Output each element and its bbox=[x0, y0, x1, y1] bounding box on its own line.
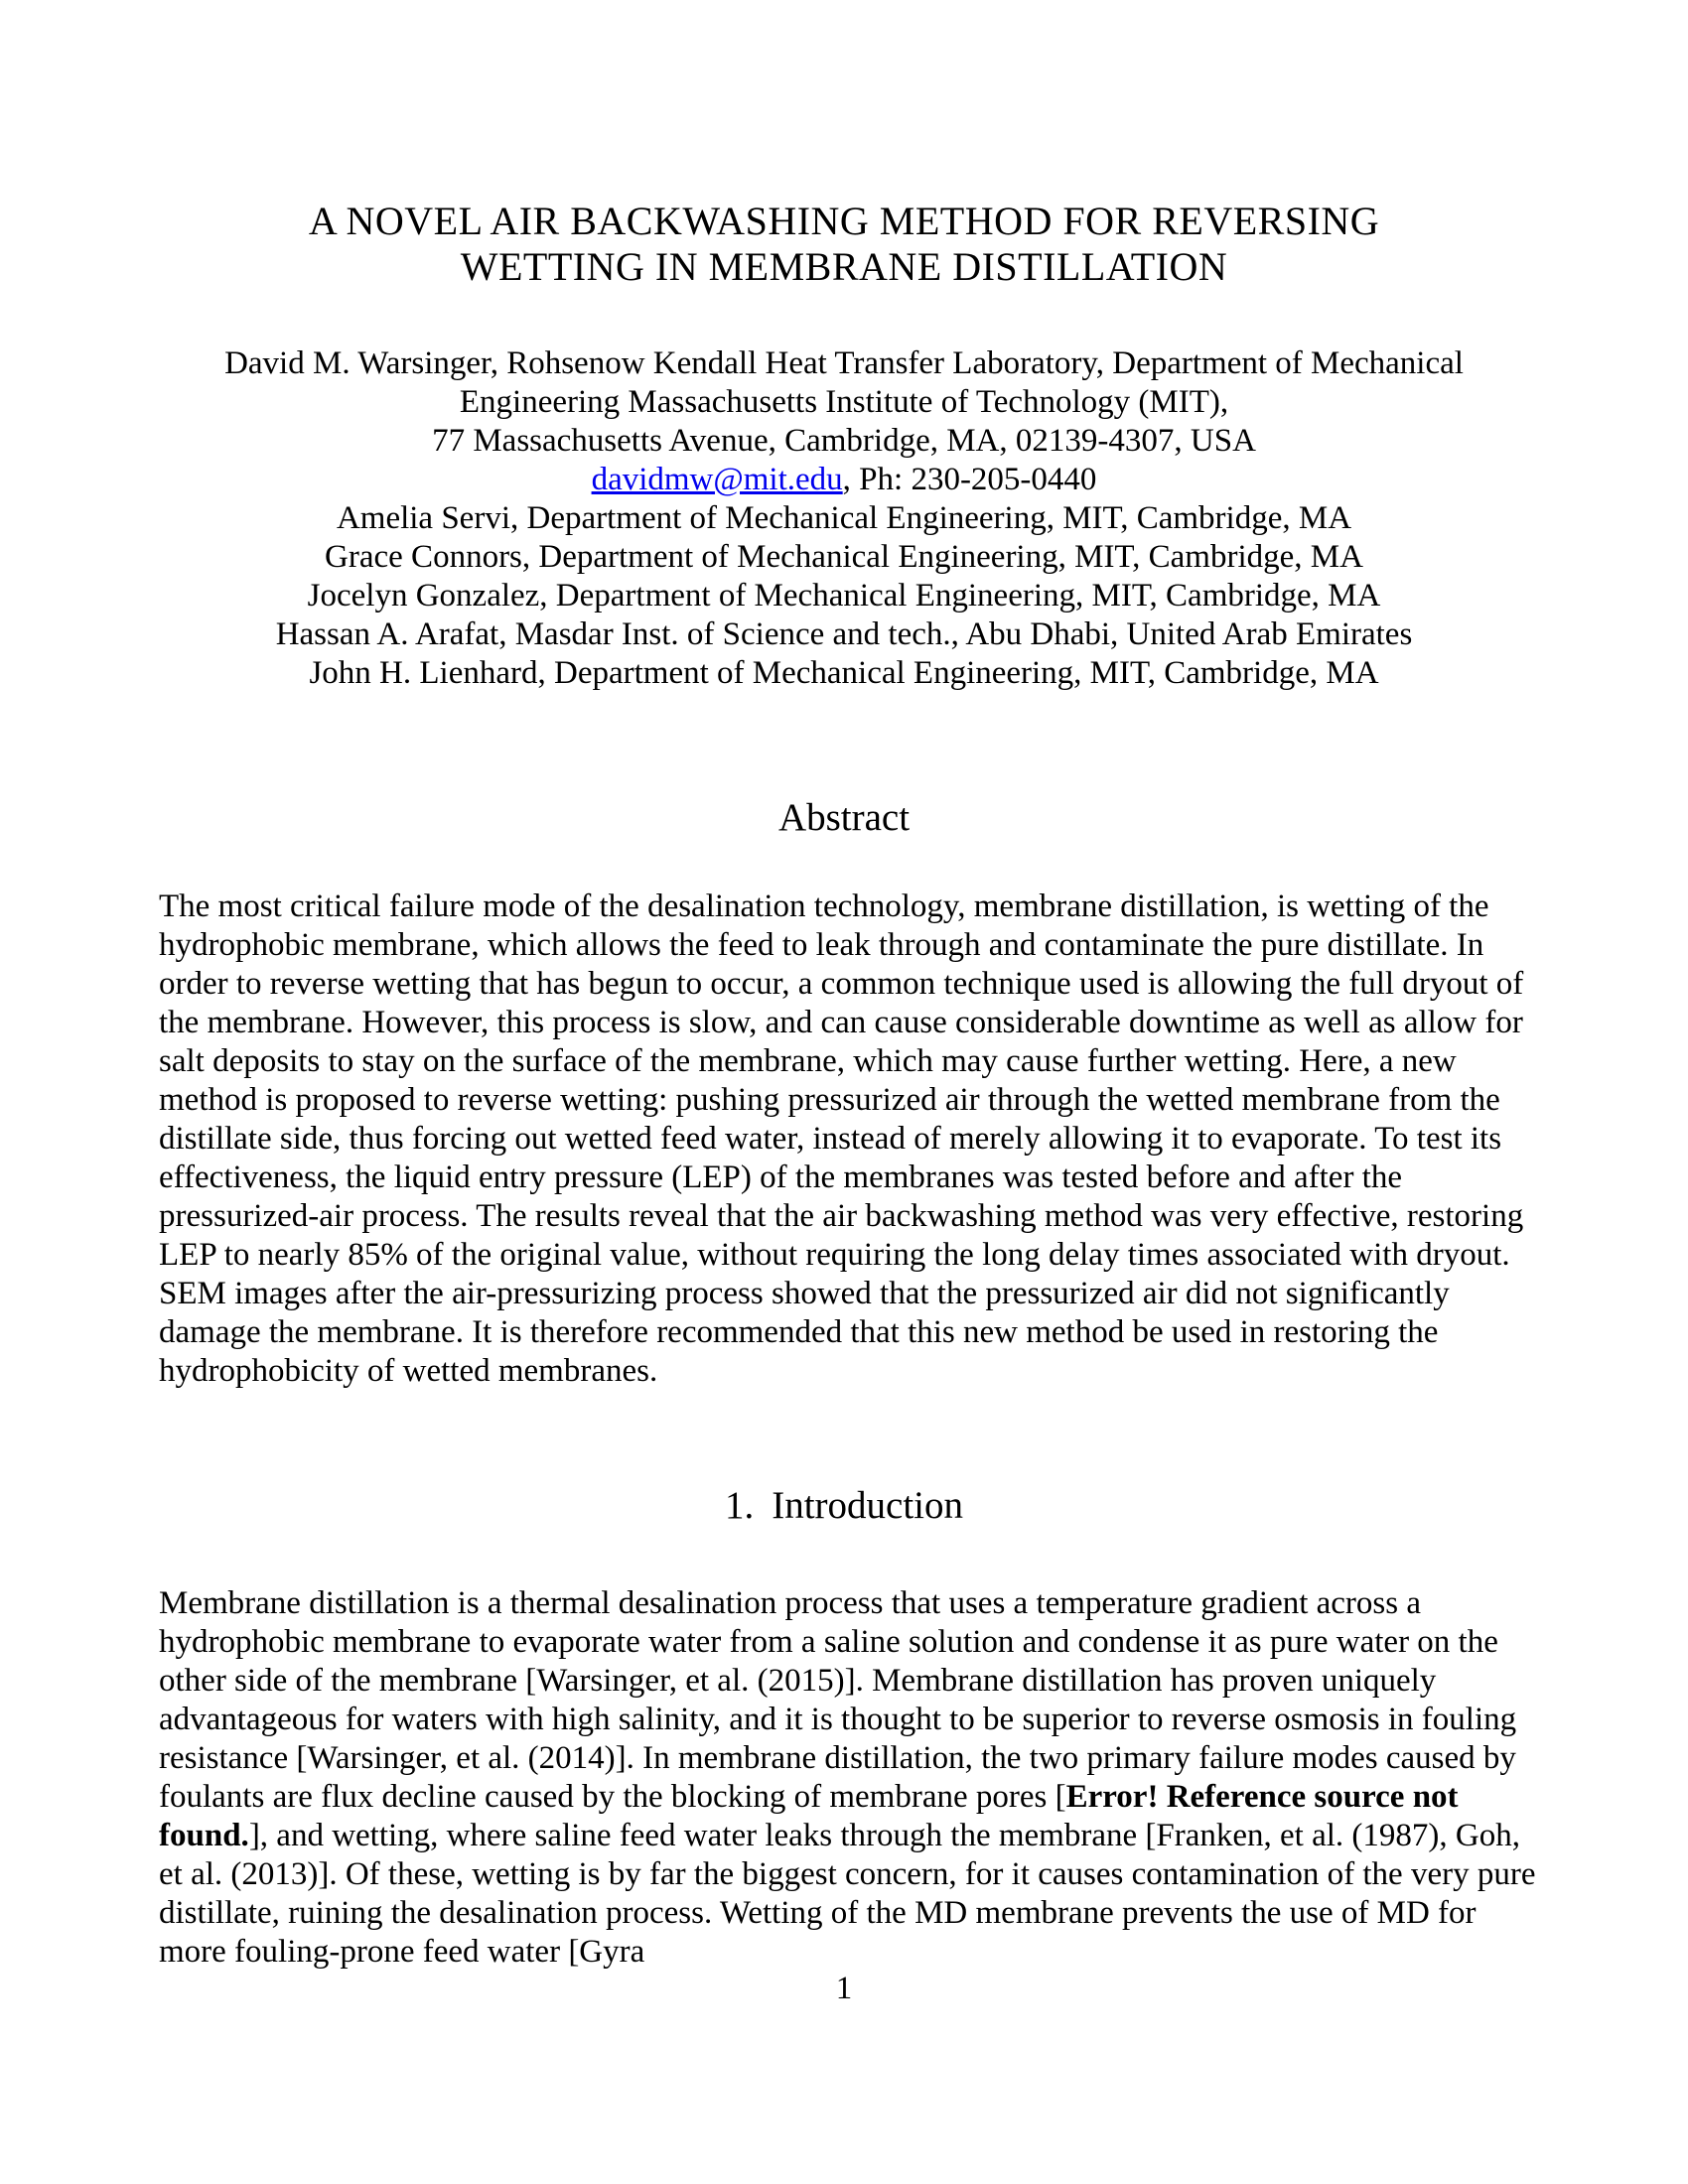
title-line-1: A NOVEL AIR BACKWASHING METHOD FOR REVERSING bbox=[308, 199, 1380, 243]
author-line-affiliation-1: David M. Warsinger, Rohsenow Kendall Heat Transfer Laboratory, Department of Mechanical bbox=[224, 345, 1464, 381]
author-line-coauthor-4: Hassan A. Arafat, Masdar Inst. of Science and tech., Abu Dhabi, United Arab Emirates bbox=[275, 616, 1413, 652]
author-line-coauthor-1: Amelia Servi, Department of Mechanical Engineering, MIT, Cambridge, MA bbox=[336, 500, 1352, 536]
author-line-affiliation-3: 77 Massachusetts Avenue, Cambridge, MA, 02139-4307, USA bbox=[432, 423, 1256, 459]
phone-text: , Ph: 230-205-0440 bbox=[842, 462, 1097, 497]
author-contact-line bbox=[0, 461, 1688, 499]
error-reference-text: Error! Reference source not found. bbox=[159, 1779, 1459, 1853]
introduction-text-after-error: ], and wetting, where saline feed water leaks through the membrane [Franken, et al. (1987), Goh, et al. (2013)]. Of these, wetting is by far the biggest concern, for it causes contamination of the very pure distillate, ruining the desalination process. Wetting of the MD membrane prevents the use of MD for more fouling-prone feed water [Gyra bbox=[159, 1818, 1536, 1970]
author-line-affiliation-2: Engineering Massachusetts Institute of Technology (MIT), bbox=[459, 384, 1229, 420]
introduction-paragraph bbox=[159, 1584, 1541, 1972]
introduction-heading-text: Introduction bbox=[772, 1484, 964, 1527]
email-link[interactable]: davidmw@mit.edu bbox=[591, 462, 843, 497]
abstract-paragraph: The most critical failure mode of the desalination technology, membrane distillation, is wetting of the hydrophobic membrane, which allows the feed to leak through and contaminate the pure distillate. In order to reverse wetting that has begun to occur, a common technique used is allowing the full dryout of the membrane. However, this process is slow, and can cause considerable downtime as well as allow for salt deposits to stay on the surface of the membrane, which may cause further wetting. Here, a new method is proposed to reverse wetting: pushing pressurized air through the wetted membrane from the distillate side, thus forcing out wetted feed water, instead of merely allowing it to evaporate. To test its effectiveness, the liquid entry pressure (LEP) of the membranes was tested before and after the pressurized-air process. The results reveal that the air backwashing method was very effective, restoring LEP to nearly 85% of the original value, without requiring the long delay times associated with dryout. SEM images after the air-pressurizing process showed that the pressurized air did not significantly damage the membrane. It is therefore recommended that this new method be used in restoring the hydrophobicity of wetted membranes. bbox=[159, 888, 1524, 1389]
introduction-text-before-error: Membrane distillation is a thermal desalination process that uses a temperature gradient across a hydrophobic membrane to evaporate water from a saline solution and condense it as pure water on the other side of the membrane [Warsinger, et al. (2015)]. Membrane distillation has proven uniquely advantageous for waters with high salinity, and it is thought to be superior to reverse osmosis in fouling resistance [Warsinger, et al. (2014)]. In membrane distillation, the two primary failure modes caused by foulants are flux decline caused by the blocking of membrane pores [ bbox=[159, 1585, 1517, 1815]
author-block bbox=[0, 344, 1688, 693]
page-number: 1 bbox=[835, 1971, 853, 2006]
author-line-coauthor-2: Grace Connors, Department of Mechanical Engineering, MIT, Cambridge, MA bbox=[325, 539, 1363, 575]
introduction-heading-number: 1. bbox=[724, 1484, 755, 1527]
paper-title bbox=[0, 199, 1688, 290]
title-line-2: WETTING IN MEMBRANE DISTILLATION bbox=[460, 244, 1228, 289]
author-line-coauthor-5: John H. Lienhard, Department of Mechanical Engineering, MIT, Cambridge, MA bbox=[309, 655, 1379, 691]
author-line-coauthor-3: Jocelyn Gonzalez, Department of Mechanical Engineering, MIT, Cambridge, MA bbox=[307, 578, 1381, 614]
abstract-heading: Abstract bbox=[777, 796, 911, 839]
introduction-heading bbox=[0, 1483, 1688, 1528]
